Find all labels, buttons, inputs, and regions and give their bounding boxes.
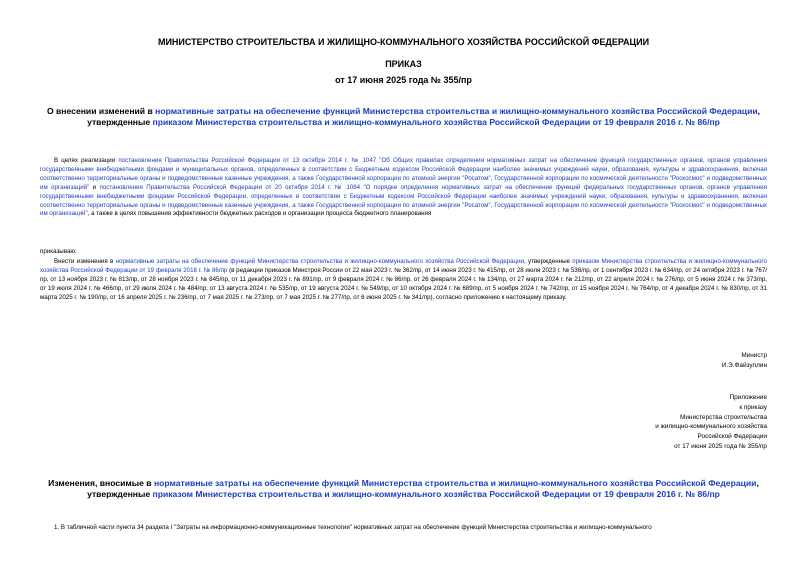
preamble-paragraph <box>40 157 767 219</box>
changes-text-1: Изменения, вносимые в <box>48 478 154 488</box>
changes-link-order-86[interactable]: приказом Министерства строительства и жилищно-коммунального хозяйства Российской Федерации от 19 февраля 2016 г. № 86/пр <box>152 489 720 499</box>
preamble-link-1084[interactable]: постановления Правительства Российской Федерации от 20 октября 2014 г. № 1084 "О порядке определения нормативных затрат на обеспечение функций федеральных государственных органов, органов управления государственными внебюджетными фондами Российской Федерации, определенных в соответствии с Бюджетным кодексом Российской Федерации наиболее значимых учреждений науки, образования, культуры и здравоохранения, включая соответственно территориальные органы и подведомственные казенные учреждения, а также Государственной корпорации по атомной энергии "Росатом", Государственной корпорации по космической деятельности "Роскосмос" и подведомственных им организаций" <box>40 183 767 218</box>
appendix-line-6: от 17 июня 2025 года № 355/пр <box>674 442 767 450</box>
clause-text-3: (в редакции приказов Минстроя России от 22 мая 2023 г. № 362/пр, от 14 июня 2023 г. № 415/пр, от 28 июля 2023 г. № 536/пр, от 1 сентября 2023 г. № 634/пр, от 24 октября 2023 г. № 767/пр, от 13 ноября 2023 г. № 813/пр, от 28 ноября 2023 г. № 845/пр, от 11 декабря 2023 г. № 891/пр, от 9 февраля 2024 г. № 86/пр, от 26 февраля 2024 г. № 134/пр, от 27 марта 2024 г. № 212/пр, от 22 апреля 2024 г. № 276/пр, от 5 июня 2024 г. № 373/пр, от 19 июля 2024 г. № 466/пр, от 29 июля 2024 г. № 484/пр, от 13 августа 2024 г. № 535/пр, от 19 августа 2024 г. № 549/пр, от 10 октября 2024 г. № 689/пр, от 5 ноября 2024 г. № 742/пр, от 15 ноября 2024 г. № 764/пр, от 4 декабря 2024 г. № 830/пр, от 31 марта 2025 г. № 190/пр, от 16 апреля 2025 г. № 236/пр, от 7 мая 2025 г. № 273/пр, от 7 мая 2025 г. № 277/пр, от 6 июня 2025 г. № 341/пр), согласно приложению к настоящему приказу. <box>40 266 767 301</box>
title-text-2: , утвержденные <box>87 106 761 127</box>
signature-position: Министр <box>741 352 767 359</box>
order-word: приказываю: <box>40 248 77 255</box>
preamble-text-3: , а также в целях повышения эффективности бюджетных расходов и организации процесса бюджетного планирования <box>87 210 432 218</box>
clause-text-1: Внести изменения в <box>54 258 116 265</box>
clause-link-order-86[interactable]: приказом Министерства строительства и жилищно-коммунального хозяйства Российской Федерации от 19 февраля 2016 г. № 86/пр <box>40 258 767 274</box>
clause-text-2: , утвержденные <box>524 258 573 265</box>
doc-type: ПРИКАЗ <box>385 59 422 69</box>
title-link-order-86[interactable]: приказом Министерства строительства и жилищно-коммунального хозяйства Российской Федерации от 19 февраля 2016 г. № 86/пр <box>152 117 720 127</box>
appendix-line-4: и жилищно-коммунального хозяйства <box>655 423 767 431</box>
appendix-line-5: Российской Федерации <box>697 433 767 441</box>
appendix-line-2: к приказу <box>739 403 767 411</box>
clause-link-standards[interactable]: нормативные затраты на обеспечение функций Министерства строительства и жилищно-коммунального хозяйства Российской Федерации <box>115 258 524 265</box>
preamble-link-1047[interactable]: постановления Правительства Российской Федерации от 13 октября 2014 г. № 1047 "Об Общих правилах определения нормативных затрат на обеспечение функций государственных органов, органов управления государственными внебюджетными фондами и муниципальных органов, определенных в соответствии с Бюджетным кодексом Российской Федерации наиболее значимых учреждений науки, образования, культуры и здравоохранения, включая соответственно территориальные органы и подведомственные казенные учреждения, а также Государственной корпорации по атомной энергии "Росатом", Государственной корпорации по космической деятельности "Роскосмос" и подведомственных им организаций" <box>40 157 767 191</box>
appendix-header <box>655 393 767 452</box>
signature-block <box>722 351 767 371</box>
changes-link-standards[interactable]: нормативные затраты на обеспечение функций Министерства строительства и жилищно-коммунального хозяйства Российской Федерации <box>153 478 757 488</box>
order-title <box>40 106 767 128</box>
appendix-line-3: Министерства строительства <box>680 413 767 421</box>
clause-paragraph <box>40 258 767 303</box>
changes-title <box>40 478 767 500</box>
appendix-line-1: Приложение <box>729 394 767 401</box>
title-link-standards[interactable]: нормативные затраты на обеспечение функций Министерства строительства и жилищно-коммунального хозяйства Российской Федерации <box>155 106 758 116</box>
title-text-1: О внесении изменений в <box>46 106 156 116</box>
preamble-text-1: В целях реализации <box>54 157 119 164</box>
preamble-text-2: и <box>89 183 100 191</box>
item-1-paragraph: 1. В табличной части пункта 34 раздела I "Затраты на информационно-коммуникационные технологии" нормативных затрат на обеспечение функций Министерства строительства и жилищно-коммунального <box>54 524 652 531</box>
changes-text-2: , утвержденные <box>87 478 759 499</box>
doc-date-number: от 17 июня 2025 года № 355/пр <box>335 75 472 85</box>
ministry-heading: МИНИСТЕРСТВО СТРОИТЕЛЬСТВА И ЖИЛИЩНО-КОММУНАЛЬНОГО ХОЗЯЙСТВА РОССИЙСКОЙ ФЕДЕРАЦИИ <box>157 37 650 47</box>
signature-name: И.Э.Файзуллин <box>721 361 767 369</box>
